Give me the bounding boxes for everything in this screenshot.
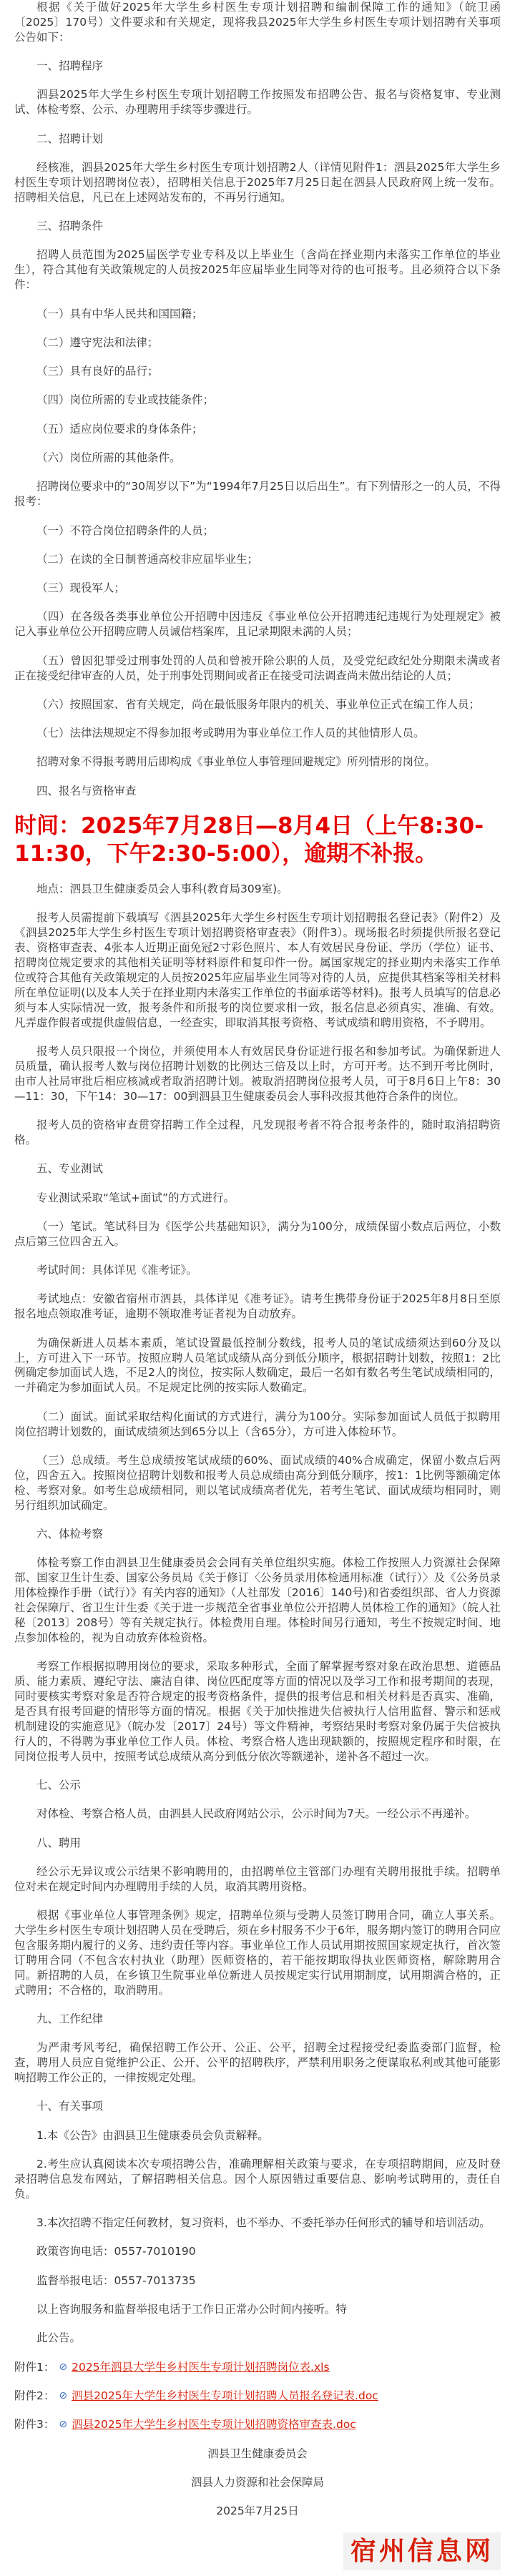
attachment-link[interactable]: 泗县2025年大学生乡村医生专项计划招聘资格审查表.doc: [72, 2418, 356, 2432]
matters-item: 2.考生应认真阅读本次专项招聘公告，准确理解相关政策与要求，在专项招聘期间，应及时登录招聘信息发布网站，了解招聘相关信息。因个人原因错过重要信息、影响考试聘用的，责任自负。: [14, 2158, 501, 2201]
discipline-text: 为严肃考风考纪，确保招聘工作公开、公正、公平，招聘全过程接受纪委监委部门监督，检查，聘用人员应自觉维护公正、公开、公平的招聘秩序，严禁利用职务之便谋取私利或其他可能影响招聘工作公正的，一律按规定处理。: [14, 2041, 501, 2085]
exclusion-item: （七）法律法规规定不得参加报考或聘用为事业单位工作人员的其他情形人员。: [36, 727, 425, 740]
section-1-title: 一、招聘程序: [36, 59, 104, 73]
contract-text: 根据《事业单位人事管理条例》规定，招聘单位须与受聘人员签订聘用合同，确立人事关系。大学生乡村医生专项计划招聘人员在受聘后，须在乡村服务不少于6年，服务期内签订的聘用合同应包含服务期内履行的义务、违约责任等内容。事业单位工作人员试用期按照国家规定执行，首次签订聘用合同（不包含农村执业（助理）医师资格的，若干能按期取得执业医师资格，解除聘用合同。新招聘的人员，在乡镇卫生院事业单位新进人员按规定实行试用期制度，试用期满合格的，正式聘用；不合格的，取消聘用。: [14, 1909, 501, 1997]
exclusion-item: （二）在读的全日制普通高校非应届毕业生；: [36, 552, 259, 566]
total-score-text: （三）总成绩。考生总成绩按笔试成绩的60%、面试成绩的40%合成确定，保留小数点后两位，四舍五入。按照岗位招聘计划数和报考人员总成绩由高分到低分顺序，按1：1比例等额确定体检、考察对象。如考生总成绩相同，则以笔试成绩高者优先，若考生笔试、面试成绩均相同时，则另行组织加试确定。: [14, 1453, 501, 1512]
section-4-title: 四、报名与资格审查: [36, 784, 137, 797]
section-1-text: 泗县2025年大学生乡村医生专项计划招聘工作按照发布招聘公告、报名与资格复审、专业测试、体检考察、公示、办理聘用手续等步骤进行。: [14, 88, 501, 117]
attachment-link[interactable]: 2025年泗县大学生乡村医生专项计划招聘岗位表.xls: [72, 2360, 330, 2374]
contact-note: 以上咨询服务和监督举报电话于工作日正常办公时间内接听。特: [36, 2303, 348, 2316]
condition-item: （六）岗位所需的其他条件。: [36, 451, 181, 465]
matters-item: 3.本次招聘不指定任何教材，复习资料，也不举办、不委托举办任何形式的辅导和培训活动。: [36, 2216, 491, 2230]
exclusion-item: （一）不符合岗位招聘条件的人员；: [36, 523, 215, 537]
attachment-label: 附件1：: [14, 2360, 55, 2374]
attachment-label: 附件2：: [14, 2389, 55, 2402]
written-test-place: 考试地点：安徽省宿州市泗县，具体详见《准考证》。请考生携带身份证于2025年8月8日至原报名地点领取准考证，逾期不领取准考证者视为自动放弃。: [14, 1292, 501, 1321]
publicity-text: 对体检、考察合格人员，由泗县人民政府网站公示，公示时间为7天。一经公示不再递补。: [36, 1807, 476, 1821]
condition-item: （三）具有良好的品行；: [36, 365, 159, 378]
attachment-link[interactable]: 泗县2025年大学生乡村医生专项计划招聘人员报名登记表.doc: [72, 2389, 378, 2402]
paperclip-icon: ⊘: [59, 2361, 68, 2373]
section-6-title: 六、体检考察: [36, 1527, 104, 1540]
section-3-title: 三、招聘条件: [36, 220, 104, 233]
signature-org-2: 泗县人力资源和社会保障局: [190, 2475, 324, 2489]
registration-time-highlight: 时间：2025年7月28日—8月4日（上午8:30-11:30，下午2:30-5:00），逾期不补报。: [14, 813, 484, 867]
written-test-time: 考试时间：具体详见《准考证》。: [36, 1264, 197, 1277]
condition-item: （五）适应岗位要求的身体条件；: [36, 422, 203, 436]
condition-item: （二）遵守宪法和法律；: [36, 335, 159, 349]
policy-phone: 政策咨询电话：0557-7010190: [36, 2245, 196, 2258]
exclusion-item: （三）现役军人；: [36, 581, 126, 595]
condition-item: （四）岗位所需的专业或技能条件；: [36, 393, 215, 407]
employment-text: 经公示无异议或公示结果不影响聘用的，由招聘单位主管部门办理有关聘用报批手续。招聘单位对未在规定时间内办理聘用手续的人员，取消其聘用资格。: [14, 1864, 501, 1893]
written-test-ratio: 为确保新进人员基本素质，笔试设置最低控制分数线，报考人员的笔试成绩须达到60分及以上，方可进入下一环节。按照应聘人员笔试成绩从高分到低分顺序，根据招聘计划数，按照1：2比例确定参加面试人选，不足2人的岗位，按实际人数确定，最后一名如有数名考生笔试成绩相同的，一并确定为参加面试人员。不足规定比例的按实际人数确定。: [14, 1336, 501, 1395]
qualification-check-text: 报考人员的资格审查贯穿招聘工作全过程，凡发现报考者不符合报考条件的，随时取消招聘资格。: [14, 1119, 501, 1146]
footer: [14, 2532, 501, 2576]
attachment-row: [14, 2417, 501, 2432]
section-9-title: 九、工作纪律: [36, 2012, 104, 2025]
inspection-text: 考察工作根据拟聘用岗位的要求，采取多种形式，全面了解掌握考察对象在政治思想、道德品质、能力素质、遵纪守法、廉洁自律、岗位匹配度等方面的情况以及学习工作和报考期间的表现，同时要核实考察对象是否符合规定的报考资格条件，提供的报考信息和相关材料是否真实、准确，是否具有报考回避的情形等方面的情况。根据《关于加快推进失信被执行人信用监督、警示和惩戒机制建设的实施意见》（皖办发〔2017〕24号）等文件精神，考察结果时考察对象仍属于失信被执行人的，不得聘为事业单位工作人员。体检、考察合格人选出现缺额的，按照规定程序和时限，在同岗位报考人员中，按照考试总成绩从高分到低分依次等额递补，递补各不超过一次。: [14, 1660, 501, 1763]
signature-org-1: 泗县卫生健康委员会: [207, 2447, 308, 2460]
written-test-text: （一）笔试。笔试科目为《医学公共基础知识》，满分为100分，成绩保留小数点后两位，小数点后第三位四舍五入。: [14, 1219, 501, 1248]
section-8-title: 八、聘用: [36, 1836, 82, 1849]
registration-review-text: 报考人员只限报一个岗位，并须使用本人有效居民身份证进行报名和参加考试。为确保新进人员质量，确认报考人数与岗位招聘计划数的比例达三倍及以上时，方可开考。达不到开考比例时，由市人社局审批后相应核减或者取消招聘计划。被取消招聘岗位报考人员，可于8月6日上午8：30—11：30，下午14：30—17：00到泗县卫生健康委员会人事科改报其他符合条件的岗位。: [14, 1044, 501, 1103]
matters-item: 1.本《公告》由泗县卫生健康委员会负责解释。: [36, 2128, 269, 2142]
registration-place: 地点：泗县卫生健康委员会人事科(教育局309室)。: [36, 882, 288, 895]
intro-paragraph: 根据《关于做好2025年大学生乡村医生专项计划招聘和编制保障工作的通知》（皖卫函〔2025〕170号）文件要求和有关规定，现将我县2025年大学生乡村医生专项计划招聘有关事项公告如下：: [14, 1, 501, 44]
section-2-title: 二、招聘计划: [36, 132, 104, 145]
age-requirement-text: 招聘岗位要求中的“30周岁以下”为“1994年7月25日以后出生”。有下列情形之一的人员，不得报考：: [14, 480, 501, 508]
section-5-title: 五、专业测试: [36, 1162, 104, 1176]
section-2-text: 经核准，泗县2025年大学生乡村医生专项计划招聘2人（详情见附件1：泗县2025年大学生乡村医生专项计划招聘岗位表），招聘相关信息于2025年7月25日起在泗县人民政府网上统一发布。招聘相关信息，凡已在上述网站发布的，不再另行通知。: [14, 160, 501, 204]
section-3-text: 招聘人员范围为2025届医学专业专科及以上毕业生（含尚在择业期内未落实工作单位的毕业生），符合其他有关政策规定的人员按2025年应届毕业生同等对待的也可报考。且必须符合以下条件：: [14, 248, 501, 292]
registration-materials-text: 报考人员需提前下载填写《泗县2025年大学生乡村医生专项计划招聘报名登记表》（附件2）及《泗县2025年大学生乡村医生专项计划招聘资格审查表》（附件3）。现场报名时须提供所报名登记表、资格审查表、4张本人近期正面免冠2寸彩色照片、本人有效居民身份证、学历（学位）证书、招聘岗位规定要求的其他相关证明等材料原件和复印件一份。属国家规定的择业期内未落实工作单位或符合其他有关政策规定的人员按2025年应届毕业生同等对待的人员，应提供其档案等相关材料所在单位证明(以及本人关于在择业期内未落实工作单位的书面承诺等材料)。报考人员填写的信息必须与本人实际情况一致，报考条件和所报考的岗位要求相一致，报名信息必须真实、准确、有效。凡弄虚作假者或提供虚假信息，一经查实，即取消其报考资格、考试成绩和聘用资格，不予聘用。: [14, 911, 501, 1029]
site-watermark: 宿州信息网: [343, 2532, 501, 2570]
exclusion-item: （四）在各级各类事业单位公开招聘中因违反《事业单位公开招聘违纪违规行为处理规定》被记入事业单位公开招聘应聘人员诚信档案库，且记录期限未满的人员；: [14, 610, 501, 639]
paperclip-icon: ⊘: [59, 2419, 68, 2431]
attachment-row: [14, 2389, 501, 2404]
section-5-text: 专业测试采取“笔试+面试”的方式进行。: [36, 1191, 235, 1204]
attachment-label: 附件3：: [14, 2418, 55, 2432]
section-7-title: 七、公示: [36, 1778, 82, 1791]
condition-item: （一）具有中华人民共和国国籍；: [36, 307, 203, 320]
exclusion-item: （五）曾因犯罪受过刑事处罚的人员和曾被开除公职的人员，及受党纪政纪处分期限未满或者正在接受纪律审查的人员，处于刑事处罚期间或者正在接受司法调查尚未做出结论的人员；: [14, 654, 501, 682]
paperclip-icon: ⊘: [59, 2389, 68, 2402]
signature-date: 2025年7月25日: [216, 2504, 299, 2518]
interview-text: （二）面试。面试采取结构化面试的方式进行，满分为100分。实际参加面试人员低于拟聘用岗位招聘计划数的，面试成绩须达到65分以上（含65分），方可进入体检环节。: [14, 1410, 501, 1438]
supervision-phone: 监督举报电话：0557-7013735: [36, 2273, 196, 2287]
section-10-title: 十、有关事项: [36, 2100, 104, 2113]
notice-end: 此公告。: [36, 2331, 82, 2345]
physical-exam-text: 体检考察工作由泗县卫生健康委员会会同有关单位组织实施。体检工作按照人力资源社会保障部、国家卫生计生委、国家公务员局《关于修订〈公务员录用体检通用标准（试行）〉及《公务员录用体检操作手册（试行）》有关内容的通知》（人社部发〔2016〕140号)和省委组织部、省人力资源社会保障厅、省卫生计生委《关于进一步规范全省事业单位公开招聘人员体检工作的通知》（皖人社秘〔2013〕208号）等有关规定执行。体检费用自理。体检时间另行通知，考生不按规定时间、地点参加体检的，视为自动放弃体检资格。: [14, 1556, 501, 1644]
avoidance-text: 招聘对象不得报考聘用后即构成《事业单位人事管理回避规定》所列情形的岗位。: [36, 755, 436, 769]
exclusion-item: （六）按照国家、省有关规定，尚在最低服务年限内的机关、事业单位正式在编工作人员；: [36, 697, 481, 711]
attachment-row: [14, 2360, 501, 2375]
